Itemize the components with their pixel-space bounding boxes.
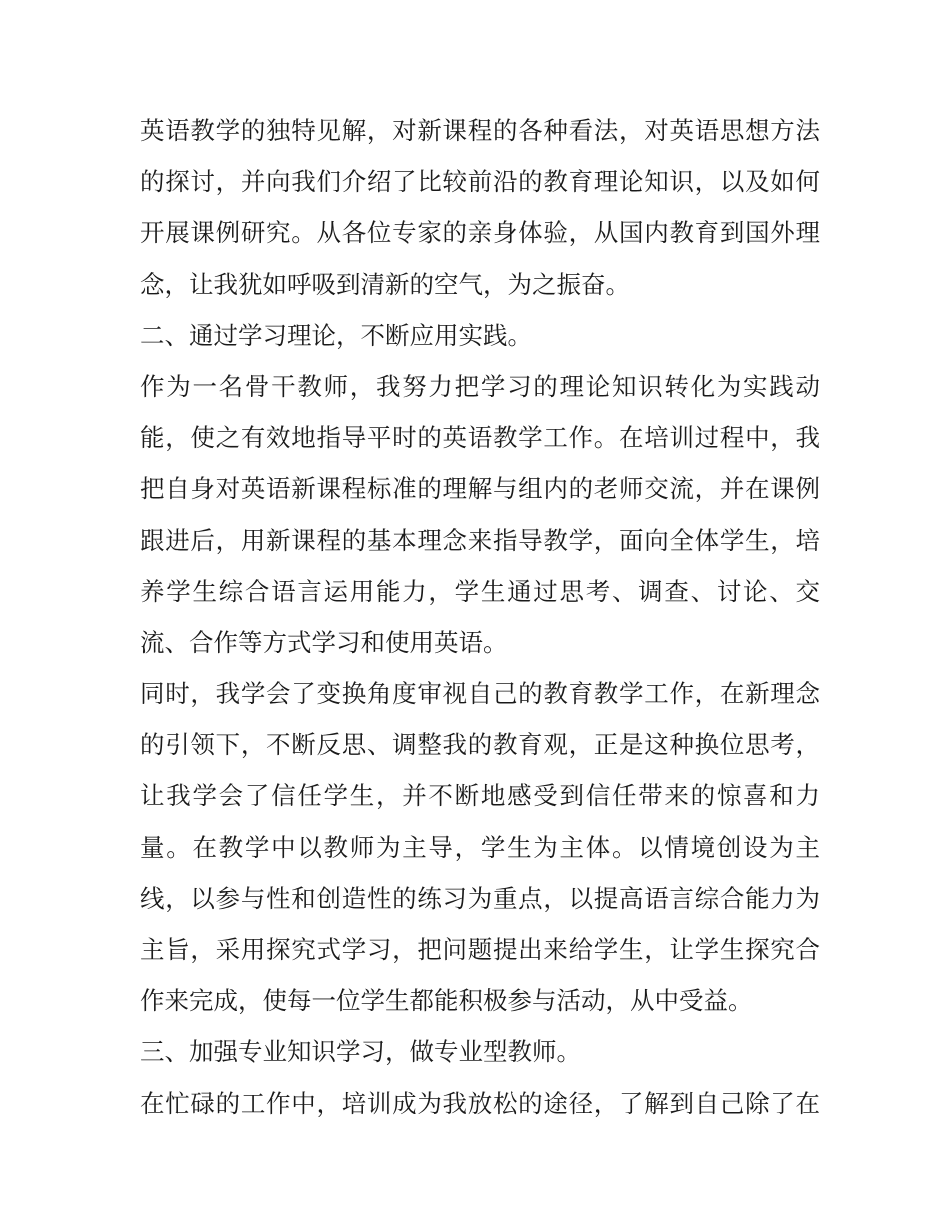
- text-line: 养学生综合语言运用能力，学生通过思考、调查、讨论、交: [140, 576, 820, 606]
- text-line: 的引领下，不断反思、调整我的教育观，正是这种换位思考，: [140, 730, 820, 760]
- text-line: 在忙碌的工作中，培训成为我放松的途径，了解到自己除了在: [140, 1088, 820, 1118]
- text-line: 念，让我犹如呼吸到清新的空气，为之振奋。: [140, 269, 630, 299]
- text-line: 二、通过学习理论，不断应用实践。: [140, 320, 532, 350]
- text-line: 线，以参与性和创造性的练习为重点，以提高语言综合能力为: [140, 883, 820, 913]
- text-line: 英语教学的独特见解，对新课程的各种看法，对英语思想方法: [140, 116, 820, 145]
- text-line: 量。在教学中以教师为主导，学生为主体。以情境创设为主: [140, 832, 820, 862]
- text-line: 同时，我学会了变换角度审视自己的教育教学工作，在新理念: [140, 679, 820, 709]
- document-body: [140, 105, 820, 1129]
- text-line: 主旨，采用探究式学习，把问题提出来给学生，让学生探究合: [140, 935, 820, 964]
- text-line: 三、加强专业知识学习，做专业型教师。: [140, 1037, 581, 1067]
- text-line: 流、合作等方式学习和使用英语。: [140, 627, 508, 657]
- text-line: 开展课例研究。从各位专家的亲身体验，从国内教育到国外理: [140, 218, 820, 248]
- text-line: 把自身对英语新课程标准的理解与组内的老师交流，并在课例: [140, 474, 820, 504]
- text-line: 让我学会了信任学生，并不断地感受到信任带来的惊喜和力: [140, 781, 820, 811]
- text-line: 能，使之有效地指导平时的英语教学工作。在培训过程中，我: [140, 423, 820, 453]
- text-line: 的探讨，并向我们介绍了比较前沿的教育理论知识，以及如何: [140, 167, 820, 197]
- text-line: 作为一名骨干教师，我努力把学习的理论知识转化为实践动: [140, 371, 820, 401]
- text-line: 作来完成，使每一位学生都能积极参与活动，从中受益。: [140, 986, 753, 1016]
- text-line: 跟进后，用新课程的基本理念来指导教学，面向全体学生，培: [140, 525, 820, 555]
